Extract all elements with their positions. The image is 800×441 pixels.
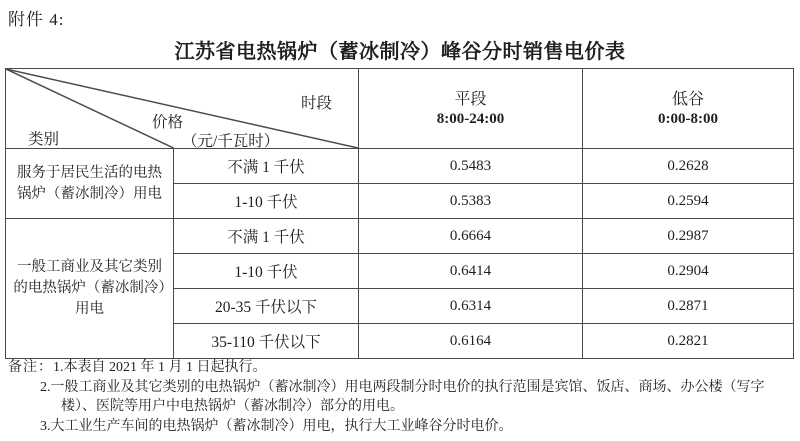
voltage-level: 35-110 千伏以下 bbox=[174, 324, 359, 359]
notes-section bbox=[8, 358, 797, 436]
flat-price-value: 0.6164 bbox=[359, 324, 583, 359]
note-item-2: 2.一般工商业及其它类别的电热锅炉（蓄冰制冷）用电两段制分时电价的执行范围是宾馆、饭店、商场、办公楼（写字楼）、医院等用户中电热锅炉（蓄冰制冷）部分的用电。 bbox=[40, 379, 765, 414]
valley-period-name: 低谷 bbox=[671, 90, 704, 108]
flat-price-value: 0.5383 bbox=[359, 184, 583, 219]
corner-price-unit-label: （元/千瓦时） bbox=[182, 133, 280, 150]
voltage-level: 20-35 千伏以下 bbox=[174, 289, 359, 324]
page-title: 江苏省电热锅炉（蓄冰制冷）峰谷分时销售电价表 bbox=[174, 41, 626, 63]
corner-price-label: 价格 bbox=[152, 114, 184, 131]
category-commercial: 一般工商业及其它类别的电热锅炉（蓄冰制冷）用电 bbox=[6, 219, 174, 359]
attachment-label: 附件 4: bbox=[8, 10, 65, 29]
flat-period-time: 8:00-24:00 bbox=[436, 110, 505, 127]
notes-label: 备注： bbox=[8, 360, 53, 375]
flat-period-name: 平段 bbox=[454, 90, 487, 108]
valley-price-value: 0.2821 bbox=[583, 324, 794, 359]
corner-period-label: 时段 bbox=[300, 95, 332, 112]
corner-category-label: 类别 bbox=[28, 131, 60, 148]
voltage-level: 不满 1 千伏 bbox=[174, 149, 359, 184]
valley-period-time: 0:00-8:00 bbox=[658, 110, 718, 127]
column-header-flat bbox=[359, 69, 583, 149]
price-table bbox=[5, 68, 794, 359]
note-item-1: 1.本表自 2021 年 1 月 1 日起执行。 bbox=[53, 360, 267, 375]
voltage-level: 1-10 千伏 bbox=[174, 254, 359, 289]
valley-price-value: 0.2904 bbox=[583, 254, 794, 289]
note-line-1 bbox=[8, 358, 797, 378]
table-header-row bbox=[6, 69, 794, 149]
valley-price-value: 0.2987 bbox=[583, 219, 794, 254]
flat-price-value: 0.5483 bbox=[359, 149, 583, 184]
voltage-level: 1-10 千伏 bbox=[174, 184, 359, 219]
valley-price-value: 0.2871 bbox=[583, 289, 794, 324]
flat-price-value: 0.6664 bbox=[359, 219, 583, 254]
table-row bbox=[6, 149, 794, 184]
voltage-level: 不满 1 千伏 bbox=[174, 219, 359, 254]
column-header-valley bbox=[583, 69, 794, 149]
diagonal-header-cell bbox=[6, 69, 359, 149]
flat-price-value: 0.6314 bbox=[359, 289, 583, 324]
table-row bbox=[6, 219, 794, 254]
valley-price-value: 0.2594 bbox=[583, 184, 794, 219]
valley-price-value: 0.2628 bbox=[583, 149, 794, 184]
flat-price-value: 0.6414 bbox=[359, 254, 583, 289]
note-item-3: 3.大工业生产车间的电热锅炉（蓄冰制冷）用电，执行大工业峰谷分时电价。 bbox=[40, 418, 513, 434]
category-residential: 服务于居民生活的电热锅炉（蓄冰制冷）用电 bbox=[6, 149, 174, 219]
